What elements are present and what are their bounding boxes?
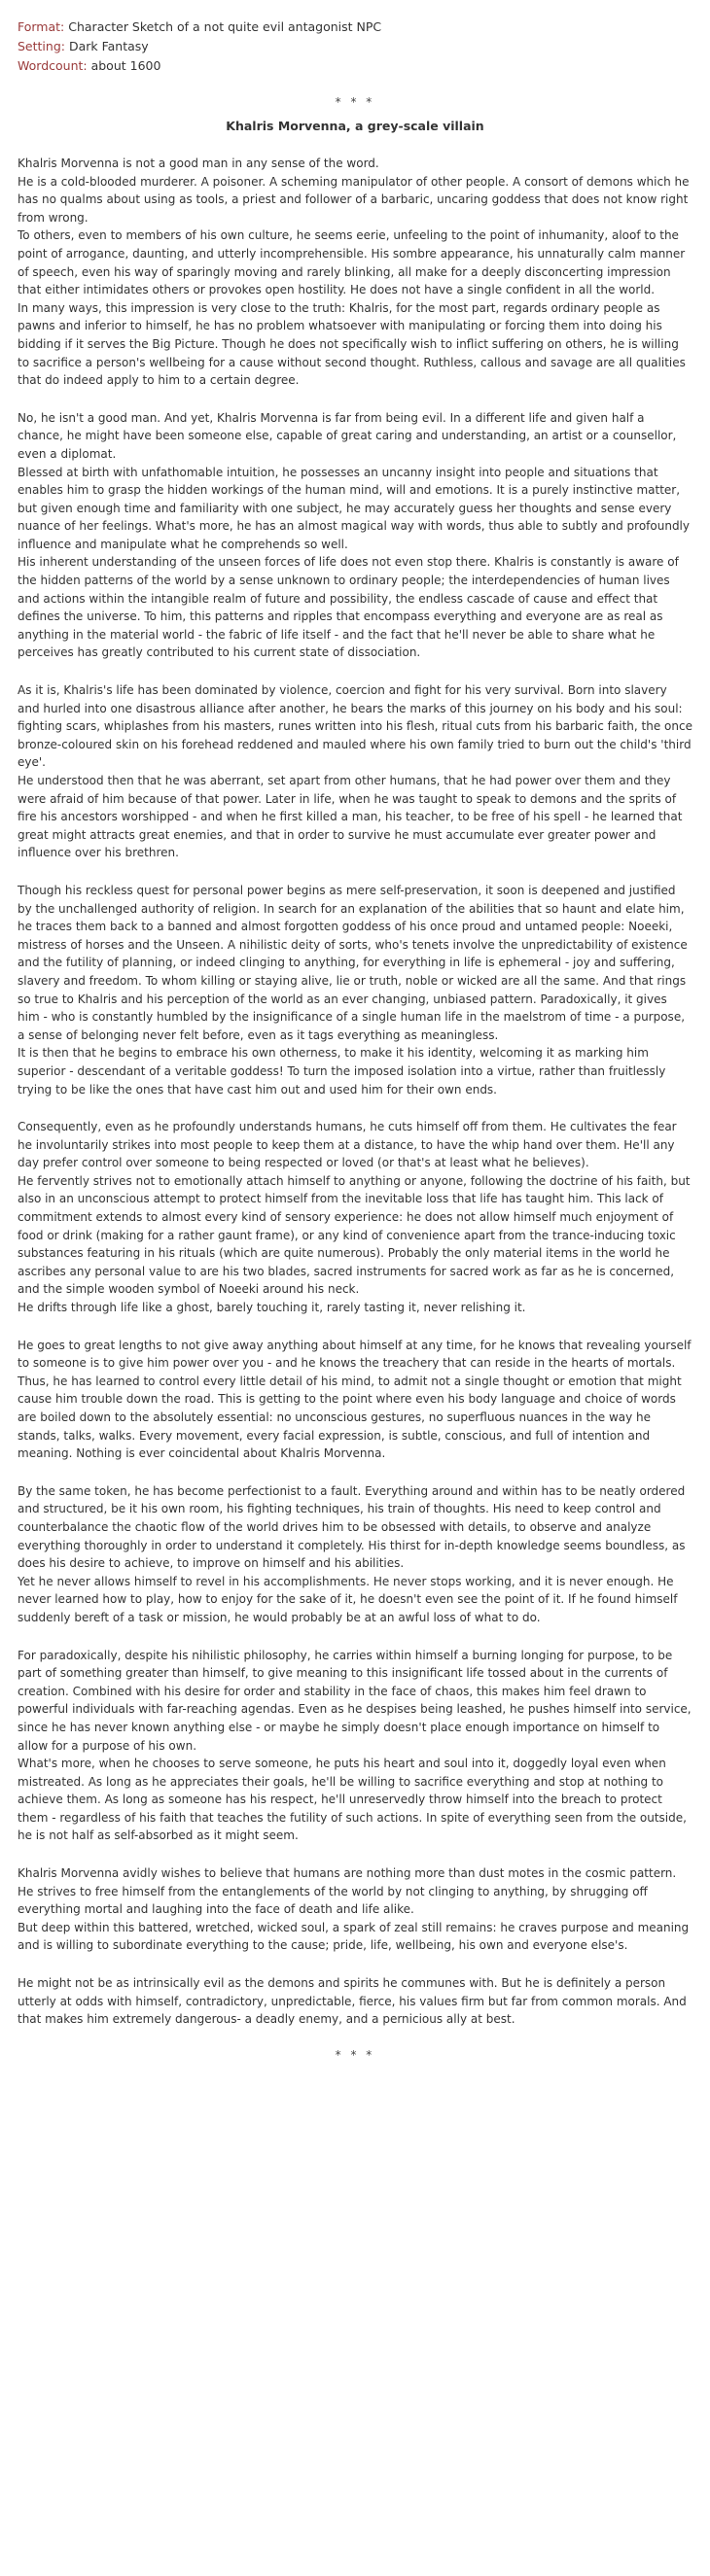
paragraph-line: To others, even to members of his own culture, he seems eerie, unfeeling to the point of inhumanity, aloof to the point of arrogance, daunting, and utterly incomprehensible. His sombre appearance, his unnaturally calm manner of speech, even his way of sparingly moving and rarely blinking, all make for a deeply disconcerting impression that either intimidates others or provokes open hostility. He does not have a single confident in all the world. [18, 228, 686, 297]
setting-line [18, 37, 692, 56]
paragraph-block [18, 882, 692, 1098]
separator-top: * * * [335, 95, 375, 109]
paragraph-line: He goes to great lengths to not give away anything about himself at any time, for he knows that revealing yourself to someone is to give him power over you - and he knows the treachery that can reside in the hearts of mortals. Thus, he has learned to control every little detail of his mind, to admit not a single thought or emotion that might cause him trouble down the road. This is getting to the point where even his body language and choice of words are boiled down to the absolutely essential: no unconscious gestures, no superfluous nuances in the way he stands, talks, walks. Every movement, every facial expression, is subtle, conscious, and full of intention and meaning. Nothing is ever coincidental about Khalris Morvenna. [18, 1338, 692, 1461]
paragraph-block [18, 1974, 692, 2029]
setting-label: Setting: [18, 39, 65, 53]
paragraph-line: He is a cold-blooded murderer. A poisoner. A scheming manipulator of other people. A consort of demons which he has no qualms about using as tools, a priest and follower of a barbaric, uncaring goddess that does not know right from wrong. [18, 174, 690, 225]
paragraph-line: Khalris Morvenna is not a good man in any sense of the word. [18, 157, 379, 170]
document-body [18, 155, 692, 2029]
paragraph-block [18, 1482, 692, 1627]
paragraph-block [18, 1337, 692, 1463]
paragraph-line: Consequently, even as he profoundly understands humans, he cuts himself off from them. He cultivates the fear he involuntarily strikes into most people to keep them at a distance, to have the whip hand over them. He'll any day prefer control over someone to being respected or loved (or that's at least what he believes). [18, 1120, 677, 1170]
paragraph-block [18, 409, 692, 662]
format-line [18, 17, 692, 37]
paragraph-block [18, 155, 692, 390]
paragraph-line: It is then that he begins to embrace his own otherness, to make it his identity, welcoming it as marking him superior - descendant of a veritable goddess! To turn the imposed isolation into a virtue, rather than fruitlessly trying to be like the ones that have cast him out and used him for their own ends. [18, 1046, 666, 1097]
paragraph-line: For paradoxically, despite his nihilistic philosophy, he carries within himself a burning longing for purpose, to be part of something greater than himself, to give meaning to this insignificant life tossed about in the currents of creation. Combined with his desire for order and stability in the face of chaos, this makes him feel drawn to powerful individuals with far-reaching agendas. Even as he despises being leashed, he pushes himself into service, since he has never known anything else - or maybe he simply doesn't place enough importance on himself to allow for a purpose of his own. [18, 1648, 692, 1753]
paragraph-line: In many ways, this impression is very close to the truth: Khalris, for the most part, regards ordinary people as pawns and inferior to himself, he has no problem whatsoever with manipulating or forcing them into doing his bidding if it serves the Big Picture. Though he does not specifically wish to inflict suffering on others, he is willing to sacrifice a person's wellbeing for a cause without second thought. Ruthless, callous and savage are all qualities that do indeed apply to him to a certain degree. [18, 300, 686, 388]
paragraph-line: Yet he never allows himself to revel in his accomplishments. He never stops working, and it is never enough. He never learned how to play, how to enjoy for the sake of it, he doesn't even see the point of it. If he found himself suddenly bereft of a task or mission, he would probably be at an awful loss of what to do. [18, 1574, 678, 1624]
setting-value: Dark Fantasy [64, 39, 149, 53]
wordcount-value: about 1600 [87, 58, 161, 73]
document-title: Khalris Morvenna, a grey-scale villain [226, 119, 484, 133]
paragraph-line: No, he isn't a good man. And yet, Khalris Morvenna is far from being evil. In a different life and given half a chance, he might have been someone else, capable of great caring and understanding, an artist or a counsellor, even a diplomat. [18, 410, 677, 461]
paragraph-line: What's more, when he chooses to serve someone, he puts his heart and soul into it, doggedly loyal even when mistreated. As long as he appreciates their goals, he'll be willing to sacrifice everything and stop at nothing to achieve them. As long as someone has his respect, he'll unreservedly throw himself into the breach to protect them - regardless of his faith that teaches the futility of such actions. In spite of everything seen from the outside, he is not half as self-absorbed as it might seem. [18, 1757, 687, 1843]
paragraph-line: Khalris Morvenna avidly wishes to believe that humans are nothing more than dust motes in the cosmic pattern. He strives to free himself from the entanglements of the world by not clinging to anything, by shrugging off everything mortal and laughing into the face of death and life alike. [18, 1866, 677, 1917]
paragraph-line: He fervently strives not to emotionally attach himself to anything or anyone, following the doctrine of his faith, but also in an unconscious attempt to protect himself from the inevitable loss that life has taught him. This lack of commitment extends to almost every kind of sensory experience: he does not allow himself much enjoyment of food or drink (making for a rather gaunt frame), or any kind of convenience apart from the trance-inducing toxic substances featuring in his rituals (which are quite numerous). Probably the only material items in the world he ascribes any personal value to are his two blades, sacred instruments for sacred work as far as he is concerned, and the simple wooden symbol of Noeeki around his neck. [18, 1173, 691, 1297]
paragraph-line: He understood then that he was aberrant, set apart from other humans, that he had power over them and they were afraid of him because of that power. Later in life, when he was taught to speak to demons and the sprits of fire his ancestors worshipped - and when he first killed a man, his teacher, to be free of his spell - he learned that great might attracts great enemies, and that in order to survive he must accumulate ever greater power and influence over his brethren. [18, 774, 683, 860]
paragraph-block [18, 1647, 692, 1846]
paragraph-block [18, 681, 692, 862]
format-label: Format: [18, 19, 65, 34]
wordcount-label: Wordcount: [18, 58, 88, 73]
paragraph-line: Though his reckless quest for personal power begins as mere self-preservation, it soon is deepened and justified by the unchallenged authority of religion. In search for an explanation of the abilities that so haunt and elate him, he traces them back to a banned and almost forgotten goddess of his once proud and untamed people: Noeeki, mistress of horses and the Unseen. A nihilistic deity of sorts, who's tenets involve the unpredictability of existence and the futility of planning, or indeed clinging to anything, for everything in life is ephemeral - joy and suffering, slavery and freedom. To whom killing or staying alive, lie or truth, noble or wicked are all the same. And that rings so true to Khalris and his perception of the world as an ever changing, unbiased pattern. Paradoxically, it gives him - who is constantly humbled by the insignificance of a single human life in the maelstrom of time - a purpose, a sense of belonging never felt before, even as it tags everything as meaningless. [18, 883, 688, 1042]
metadata-block [18, 17, 692, 76]
paragraph-block [18, 1118, 692, 1317]
format-value: Character Sketch of a not quite evil antagonist NPC [64, 19, 382, 34]
paragraph-line: He drifts through life like a ghost, barely touching it, rarely tasting it, never relishing it. [18, 1301, 526, 1315]
paragraph-line: Blessed at birth with unfathomable intuition, he possesses an uncanny insight into people and situations that enables him to grasp the hidden workings of the human mind, will and emotions. It is a purely instinctive matter, but given enough time and familiarity with one subject, he may accurately guess her thoughts and sense every nuance of her feelings. What's more, he has an almost magical way with words, thus able to subtly and profoundly influence and manipulate what he comprehends so well. [18, 465, 690, 551]
paragraph-block [18, 1864, 692, 1955]
paragraph-line: His inherent understanding of the unseen forces of life does not even stop there. Khalris is constantly is aware of the hidden patterns of the world by a sense unknown to ordinary people; the interdependencies of human lives and actions within the intangible realm of future and possibility, the endless cascade of cause and effect that defines the universe. To him, this patterns and ripples that encompass everything and everyone are as real as anything in the material world - the fabric of life itself - and the fact that he'll never be able to share what he perceives has greatly contributed to his current state of dissociation. [18, 555, 679, 660]
wordcount-line [18, 56, 692, 76]
paragraph-line: He might not be as intrinsically evil as the demons and spirits he communes with. But he is definitely a person utterly at odds with himself, contradictory, unpredictable, fierce, his values firm but far from common morals. And that makes him extremely dangerous- a deadly enemy, and a pernicious ally at best. [18, 1976, 687, 2027]
paragraph-line: As it is, Khalris's life has been dominated by violence, coercion and fight for his very survival. Born into slavery and hurled into one disastrous alliance after another, he bears the marks of this journey on his body and his soul: fighting scars, whiplashes from his masters, runes written into his flesh, ritual cuts from his barbaric faith, the once bronze-coloured skin on his forehead reddened and mauled where his own family tried to burn out the child's 'third eye'. [18, 683, 692, 770]
separator-bottom: * * * [335, 2047, 375, 2062]
paragraph-line: By the same token, he has become perfectionist to a fault. Everything around and within has to be neatly ordered and structured, be it his own room, his fighting techniques, his train of thoughts. His need to keep control and counterbalance the chaotic flow of the world drives him to be obsessed with details, to observe and analyze everything thoroughly in order to understand it completely. His thirst for in-depth knowledge seems boundless, as does his desire to achieve, to improve on himself and his abilities. [18, 1483, 686, 1571]
paragraph-line: But deep within this battered, wretched, wicked soul, a spark of zeal still remains: he craves purpose and meaning and is willing to subordinate everything to the cause; pride, life, wellbeing, his own and everyone else's. [18, 1920, 690, 1953]
